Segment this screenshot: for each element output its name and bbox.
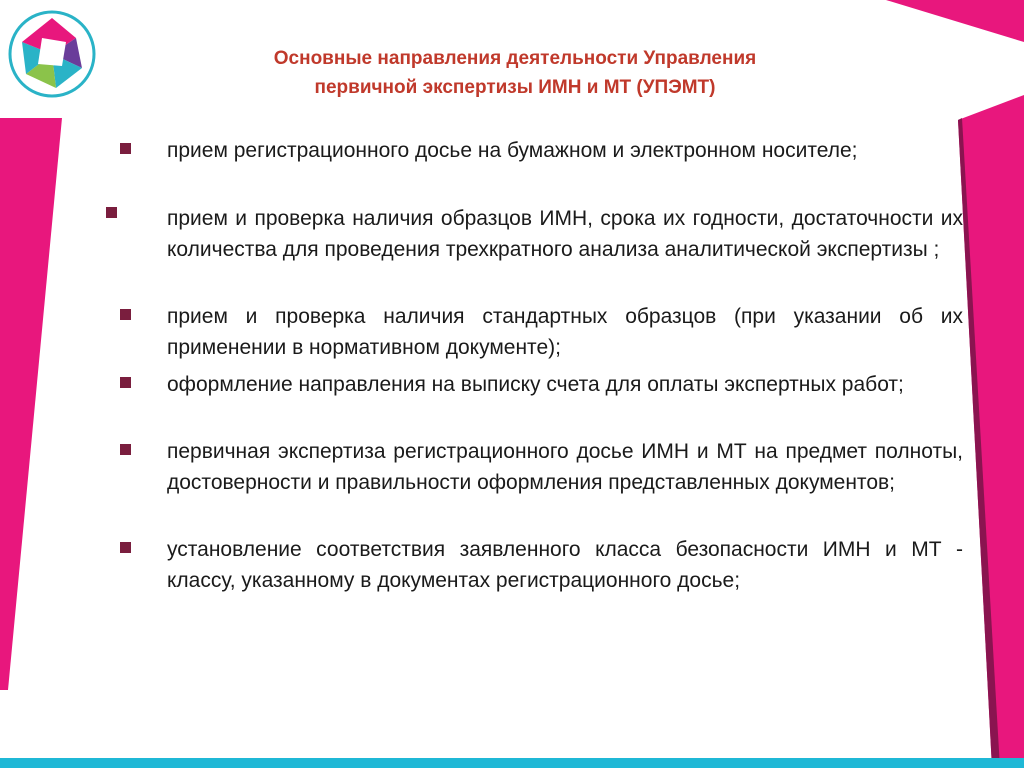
list-item-text: прием и проверка наличия образцов ИМН, срока их годности, достаточности их количества для проведения трехкратного анализа аналитической экспертизы ;: [167, 207, 963, 261]
list-item-text: прием и проверка наличия стандартных образцов (при указании об их применении в нормативном документе);: [167, 305, 963, 359]
list-item: [167, 436, 963, 498]
square-bullet-icon: [120, 143, 131, 154]
list-item: [167, 135, 963, 166]
list-item: [167, 203, 963, 265]
list-item: [167, 534, 963, 596]
slide-title-line-2: первичной экспертизы ИМН и МТ (УПЭМТ): [314, 77, 716, 98]
list-item: [167, 369, 963, 400]
list-item-text: прием регистрационного досье на бумажном и электронном носителе;: [167, 139, 858, 162]
square-bullet-icon: [120, 309, 131, 320]
slide-title-line-1: Основные направления деятельности Управления: [273, 48, 757, 69]
list-item-text: установление соответствия заявленного класса безопасности ИМН и МТ - классу, указанному в документах регистрационного досье;: [167, 538, 963, 592]
list-item: [167, 301, 963, 363]
list-item-text: оформление направления на выписку счета для оплаты экспертных работ;: [167, 373, 904, 396]
square-bullet-icon: [120, 377, 131, 388]
list-item-text: первичная экспертиза регистрационного досье ИМН и МТ на предмет полноты, достоверности и правильности оформления представленных документов;: [167, 440, 963, 494]
square-bullet-icon: [120, 444, 131, 455]
square-bullet-icon: [120, 542, 131, 553]
square-bullet-icon: [106, 207, 117, 218]
